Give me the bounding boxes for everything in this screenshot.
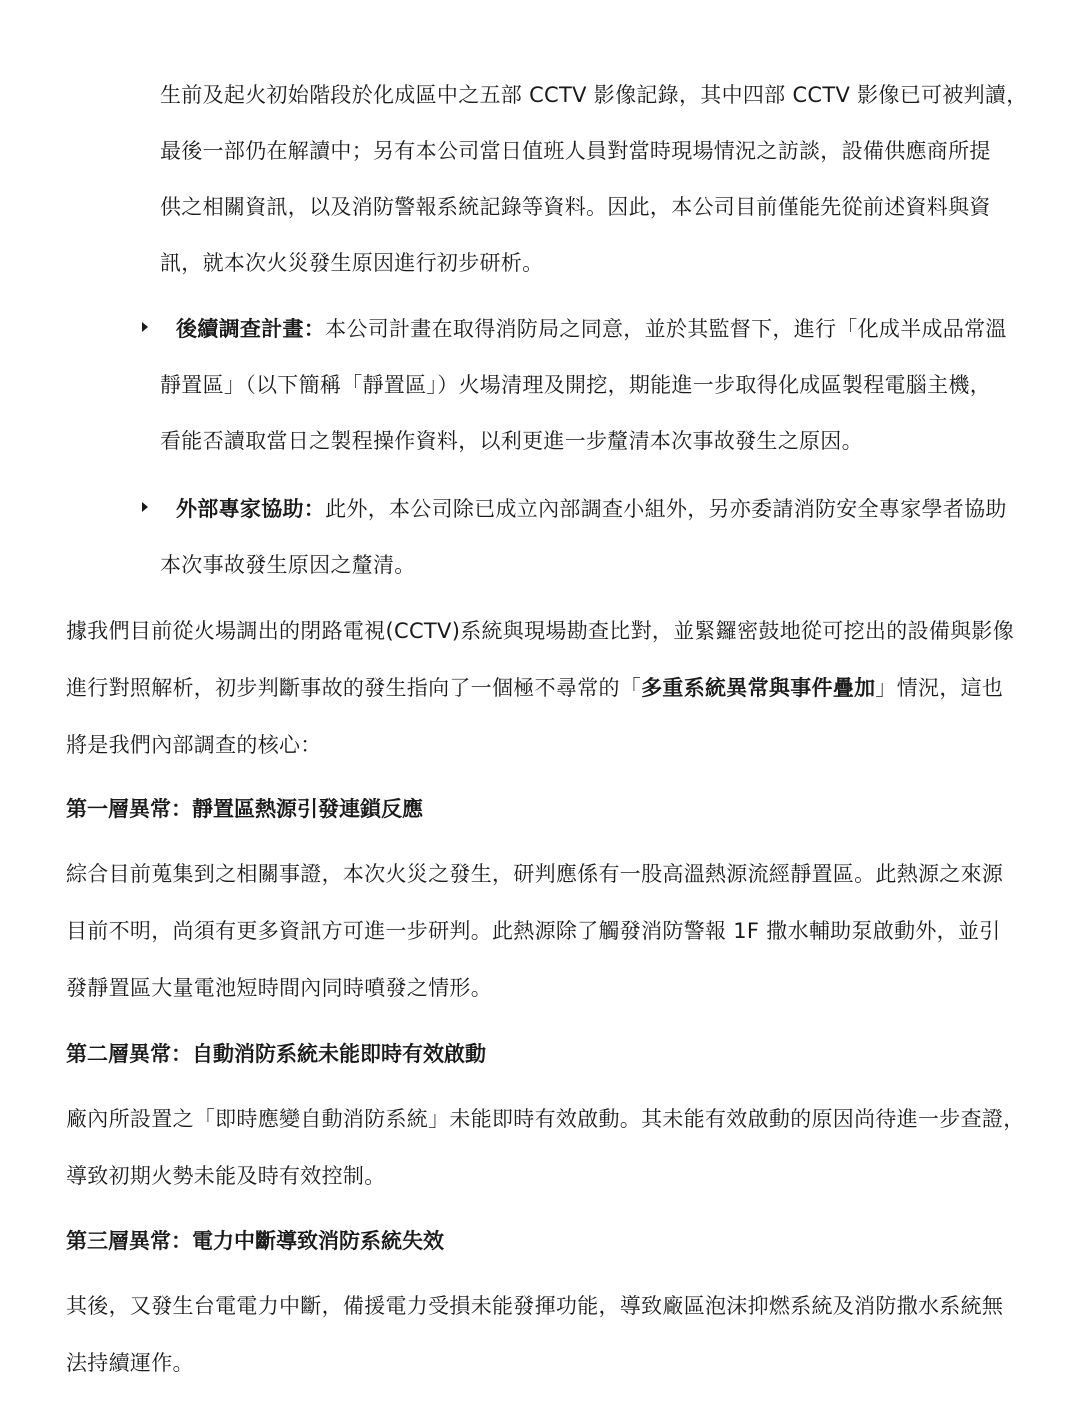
bullet-arrow-icon [142,322,148,332]
summary-highlight: 多重系統異常與事件疊加 [641,676,876,700]
bullet1-text: 本公司計畫在取得消防局之同意，並於其監督下，進行「化成半成品常溫 [325,317,1007,341]
layer1-line-1: 綜合目前蒐集到之相關事證，本次火災之發生，研判應係有一股高溫熱源流經靜置區。此熱源之來源 [66,862,1004,886]
summary-line-1: 據我們目前從火場調出的閉路電視(CCTV)系統與現場勘查比對，並緊鑼密鼓地從可挖出的設備與影像 [66,619,1015,643]
layer3-heading: 第三層異常：電力中斷導致消防系統失效 [66,1229,444,1253]
summary-line-2 [66,673,1003,703]
layer1-heading: 第一層異常：靜置區熱源引發連鎖反應 [66,797,423,821]
intro-line-1: 生前及起火初始階段於化成區中之五部 CCTV 影像記錄，其中四部 CCTV 影像已可被判讀， [160,83,1028,107]
layer2-line-1: 廠內所設置之「即時應變自動消防系統」未能即時有效啟動。其未能有效啟動的原因尚待進一步查證， [66,1107,1025,1131]
layer2-heading: 第二層異常：自動消防系統未能即時有效啟動 [66,1042,486,1066]
intro-line-2: 最後一部仍在解讀中；另有本公司當日值班人員對當時現場情況之訪談，設備供應商所提 [160,139,991,163]
layer1-line-3: 發靜置區大量電池短時間內同時噴發之情形。 [66,976,492,1000]
bullet2-text: 此外，本公司除已成立內部調查小組外，另亦委請消防安全專家學者協助 [325,497,1007,521]
bullet-arrow-icon [142,502,148,512]
bullet2-line-1 [176,494,1007,524]
layer1-line-2: 目前不明，尚須有更多資訊方可進一步研判。此熱源除了觸發消防警報 1F 撒水輔助泵啟動外，並引 [66,919,1001,943]
bullet1-line-2: 靜置區」（以下簡稱「靜置區」）火場清理及開挖，期能進一步取得化成區製程電腦主機， [160,373,991,397]
layer2-line-2: 導致初期火勢未能及時有效控制。 [66,1164,386,1188]
summary-line-2-pre: 進行對照解析，初步判斷事故的發生指向了一個極不尋常的「 [66,676,642,700]
bullet1-line-1 [176,314,1007,344]
bullet2-label: 外部專家協助： [176,497,326,521]
bullet1-label: 後續調查計畫： [176,317,326,341]
summary-line-3: 將是我們內部調查的核心： [66,733,322,757]
layer3-line-2: 法持續運作。 [66,1351,194,1375]
intro-line-3: 供之相關資訊，以及消防警報系統記錄等資料。因此，本公司目前僅能先從前述資料與資 [160,195,991,219]
bullet1-line-3: 看能否讀取當日之製程操作資料，以利更進一步釐清本次事故發生之原因。 [160,429,863,453]
layer3-line-1: 其後，又發生台電電力中斷，備援電力受損未能發揮功能，導致廠區泡沫抑燃系統及消防撒水系統無 [66,1294,1004,1318]
summary-line-2-post: 」情況，這也 [875,676,1004,700]
intro-line-4: 訊，就本次火災發生原因進行初步研析。 [160,251,544,275]
bullet2-line-2: 本次事故發生原因之釐清。 [160,553,416,577]
